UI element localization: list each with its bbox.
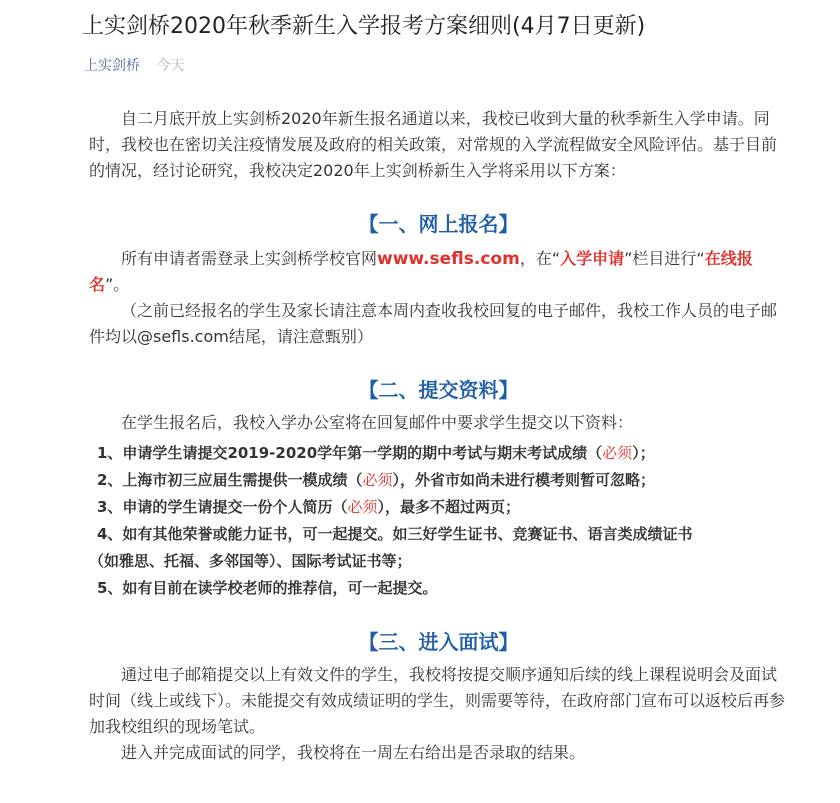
registration-text-3: ”栏目进行“	[624, 249, 705, 268]
list-item-text: 1、申请学生请提交2019-2020学年第一学期的期中考试与期末考试成绩（	[97, 444, 603, 462]
intro-paragraph: 自二月底开放上实剑桥2020年新生报名通道以来，我校已收到大量的秋季新生入学申请。同时，我校也在密切关注疫情发展及政府的相关政策，对常规的入学流程做安全风险评估。基于目前的情况，经讨论研究，我校决定2020年上实剑桥新生入学将采用以下方案：	[89, 109, 778, 180]
publish-date: 今天	[156, 58, 185, 74]
result-paragraph: 进入并完成面试的同学，我校将在一周左右给出是否录取的结果。	[121, 743, 586, 762]
list-item	[89, 494, 788, 521]
school-website-link[interactable]: www.sefls.com	[377, 249, 520, 269]
section-heading-online-registration: 【一、网上报名】	[358, 212, 519, 236]
list-item: 4、如有其他荣誉或能力证书，可一起提交。如三好学生证书、竞赛证书、语言类成绩证书	[97, 525, 693, 543]
article-meta	[84, 56, 788, 76]
account-name-link[interactable]: 上实剑桥	[84, 58, 140, 74]
required-badge: 必须	[347, 498, 378, 516]
list-item-text-end: ），最多不超过两页；	[377, 498, 520, 516]
registration-text-2: ，在“	[519, 249, 561, 268]
article-title: 上实剑桥2020年秋季新生入学报考方案细则(4月7日更新)	[82, 14, 646, 39]
interview-paragraph: 通过电子邮箱提交以上有效文件的学生，我校将按提交顺序通知后续的线上课程说明会及面试时间（线上或线下）。未能提交有效成绩证明的学生，则需要等待，在政府部门宣布可以返校后再参加我校组织的现场笔试。	[89, 665, 786, 736]
email-notice-paragraph: （之前已经报名的学生及家长请注意本周内查收我校回复的电子邮件，我校工作人员的电子邮件均以@sefls.com结尾，请注意甄别）	[89, 301, 778, 346]
article-body	[84, 106, 788, 766]
list-item	[89, 467, 788, 494]
section-heading-interview: 【三、进入面试】	[358, 630, 519, 654]
list-item-text-end: ）；	[632, 444, 655, 462]
list-item: 5、如有目前在读学校老师的推荐信，可一起提交。	[97, 579, 438, 597]
list-item	[89, 440, 788, 467]
materials-list	[89, 440, 788, 602]
list-item-text: 2、上海市初三应届生需提供一模成绩（	[97, 471, 363, 489]
admission-column-name: 入学申请	[560, 249, 625, 268]
section-heading-submit-materials: 【二、提交资料】	[358, 378, 519, 402]
list-item-continuation: （如雅思、托福、多邻国等）、国际考试证书等；	[89, 552, 412, 570]
required-badge: 必须	[362, 471, 393, 489]
registration-paragraph	[89, 246, 788, 298]
registration-text-4: ”。	[105, 275, 130, 294]
online-registration-label: 在线报名	[89, 249, 753, 294]
required-badge: 必须	[602, 444, 633, 462]
list-item-text-end: ），外省市如尚未进行模考则暂可忽略；	[392, 471, 655, 489]
list-item-text: 3、申请的学生请提交一份个人简历（	[97, 498, 348, 516]
registration-text: 所有申请者需登录上实剑桥学校官网	[121, 249, 378, 268]
materials-intro-paragraph: 在学生报名后，我校入学办公室将在回复邮件中要求学生提交以下资料：	[121, 413, 634, 432]
